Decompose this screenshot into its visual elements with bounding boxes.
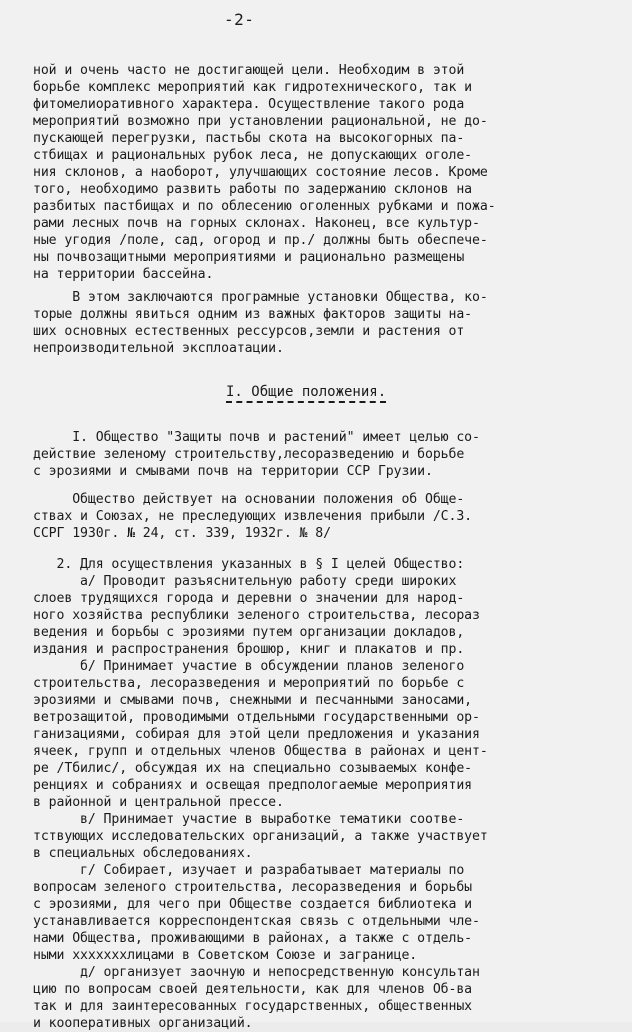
text-line: и кооперативных организаций. (33, 1016, 253, 1031)
text-line: ного хозяйства республики зеленого строительства, лесораз (33, 608, 480, 623)
text-line: борьбе комплекс мероприятий как гидротехнического, так и (33, 80, 473, 95)
text-line: тствующих исследовательских организаций, а также участвует (33, 829, 488, 844)
text-line: 2. Для осуществления указанных в § I целей Общество: (33, 557, 465, 572)
text-line: мероприятий возможно при установлении рациональной, не до- (33, 114, 488, 129)
text-line: фитомелиоративного характера. Осуществление такого рода (33, 97, 465, 112)
text-line: ной и очень часто не достигающей цели. Необходим в этой (33, 63, 465, 78)
text-line: стбищах и рациональных рубок леса, не допускающих оголе- (33, 148, 473, 163)
text-line: цию по вопросам своей деятельности, как для членов Об-ва (33, 982, 473, 997)
text-line: ших основных естественных рессурсов,земли и растения от (33, 324, 465, 339)
text-line: д/ организует заочную и непосредственную консультан (33, 965, 480, 980)
text-line: В этом заключаются програмные установки Общества, ко- (33, 290, 488, 305)
text-line: а/ Проводит разъяснительную работу среди широких (33, 574, 457, 589)
text-line: в районной и центральной прессе. (33, 795, 284, 810)
text-line: ствах и Союзах, не преследующих извлечения прибыли /С.З. (33, 509, 473, 524)
text-line: того, необходимо развить работы по задержанию склонов на (33, 182, 473, 197)
paragraph-clause-1 (33, 429, 480, 480)
text-line: разбитых пастбищах и по облесению оголенных рубками и пожа- (33, 199, 496, 214)
text-line: устанавливается корреспондентская связь с отдельными чле- (33, 914, 480, 929)
text-line: б/ Принимает участие в обсуждении планов зеленого (33, 659, 465, 674)
text-line: ганизациями, собирая для этой цели предложения и указания (33, 727, 480, 742)
text-line: с эрозиями, для чего при Обществе создается библиотека и (33, 897, 473, 912)
text-line: ре /Тбилис/, обсуждая их на специально созываемых конфе- (33, 761, 473, 776)
text-line: ячеек, групп и отдельных членов Общества в районах и цент- (33, 744, 488, 759)
text-line: непроизводительной эксплоатации. (33, 341, 284, 356)
text-line: I. Общество "Защиты почв и растений" имеет целью со- (33, 430, 480, 445)
paragraph-continuation (33, 62, 496, 283)
text-line: г/ Собирает, изучает и разрабатывает материалы по (33, 863, 465, 878)
text-line: ведения и борьбы с эрозиями путем организации докладов, (33, 625, 465, 640)
text-line: с эрозиями и смывами почв на территории ССР Грузии. (33, 464, 433, 479)
text-line: ССРГ 1930г. № 24, ст. 339, 1932г. № 8/ (33, 526, 331, 541)
text-line: так и для заинтересованных государственных, общественных (33, 999, 473, 1014)
text-line: нами Общества, проживающими в районах, а также с отдель- (33, 931, 473, 946)
text-line: эрозиями и смывами почв, снежными и песчанными заносами, (33, 693, 473, 708)
text-line: в/ Принимает участие в выработке тематики соотве- (33, 812, 465, 827)
paragraph-legal-basis (33, 491, 472, 542)
paragraph-program-goals (33, 289, 488, 357)
paragraph-clause-2 (33, 556, 488, 1032)
text-line: пускающей перегрузки, пастьбы скота на высокогорных па- (33, 131, 465, 146)
section-heading: I. Общие положения. (226, 384, 386, 403)
text-line: издания и распространения брошюр, книг и плакатов и пр. (33, 642, 465, 657)
text-line: ния склонов, а наоборот, улучшающих состояние лесов. Кроме (33, 165, 488, 180)
text-line: слоев трудящихся города и деревни о значении для народ- (33, 591, 465, 606)
text-line: строительства, лесоразведения и мероприятий по борьбе с (33, 676, 465, 691)
text-line: вопросам зеленого строительства, лесоразведения и борьбы (33, 880, 473, 895)
text-line: ные угодия /поле, сад, огород и пр./ должны быть обеспече- (33, 233, 488, 248)
text-line: ветрозащитой, проводимыми отдельными государственными ор- (33, 710, 480, 725)
text-line: ными xxxxxxxлицами в Советском Союзе и загранице. (33, 948, 418, 963)
text-line: рами лесных почв на горных склонах. Наконец, все культур- (33, 216, 480, 231)
text-line: в специальных обследованиях. (33, 846, 253, 861)
page-number: -2- (224, 10, 255, 29)
text-line: ренциях и собраниях и освещая предпологаемые мероприятия (33, 778, 473, 793)
text-line: ны почвозащитными мероприятиями и рационально размещены (33, 250, 465, 265)
text-line: Общество действует на основании положения об Обще- (33, 492, 465, 507)
text-line: на территории бассейна. (33, 267, 214, 282)
text-line: торые должны явиться одним из важных факторов защиты на- (33, 307, 473, 322)
text-line: действие зеленому строительству,лесоразведению и борьбе (33, 447, 465, 462)
